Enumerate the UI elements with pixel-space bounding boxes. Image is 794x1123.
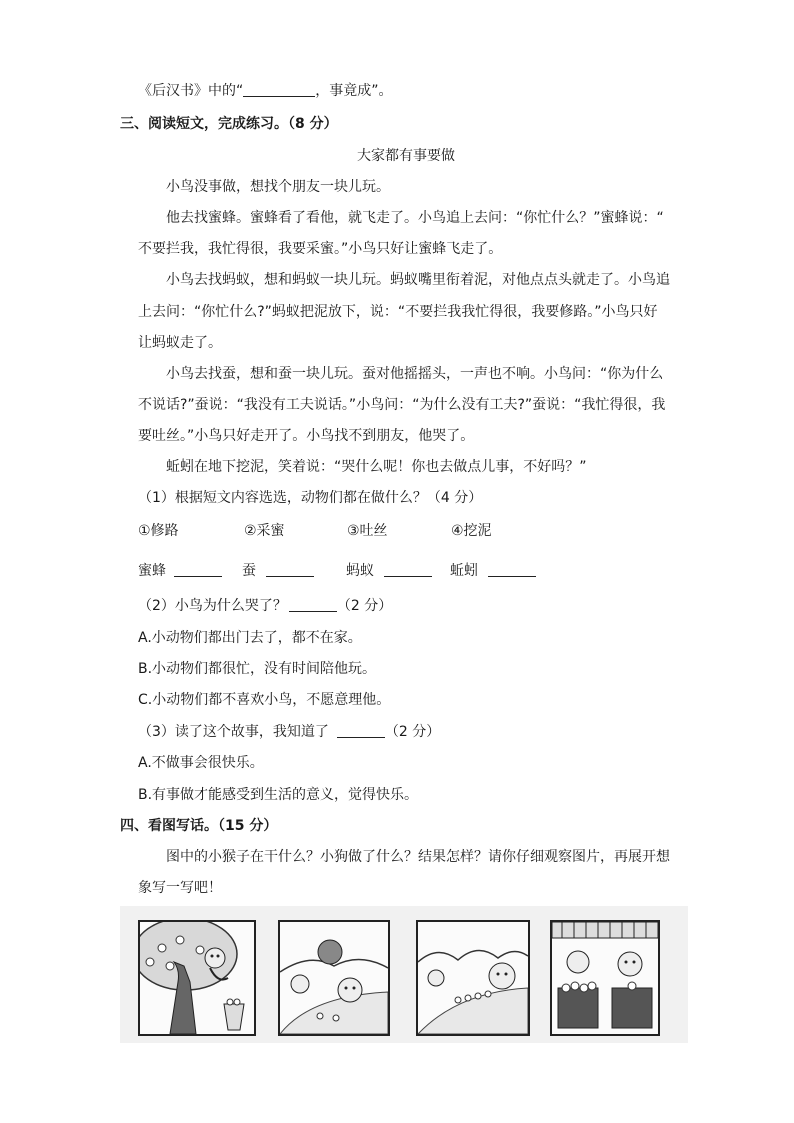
story-paragraph-2-line-2: 不要拦我，我忙得很，我要采蜜。”小鸟只好让蜜蜂飞走了。 [138,241,503,257]
q1-animal-silkworm: 蚕 [242,563,256,579]
story-paragraph-4-line-1: 小鸟去找蚕，想和蚕一块儿玩。蚕对他摇摇头，一声也不响。小鸟问：“你为什么 [166,366,664,382]
answer-blank[interactable] [243,82,315,97]
peach-stall-illustration [552,922,658,1034]
q2-choice-c: C.小动物们都不喜欢小鸟，不愿意理他。 [138,692,391,708]
q3-choice-b: B.有事做才能感受到生活的意义，觉得快乐。 [138,787,419,803]
q1-answer-earthworm-group [450,561,536,581]
q3-answer-blank[interactable] [337,723,385,738]
story-paragraph-3-line-1: 小鸟去找蚂蚁，想和蚂蚁一块儿玩。蚂蚁嘴里衔着泥，对他点点头就走了。小鸟追 [166,272,670,288]
q3-line [138,722,440,742]
section4-prompt-line-1: 图中的小猴子在干什么？小狗做了什么？结果怎样？请你仔细观察图片，再展开想 [166,849,670,865]
story-paragraph-2-line-1: 他去找蜜蜂。蜜蜂看了看他，就飞走了。小鸟追上去问：“你忙什么？”蜜蜂说：“ [166,210,664,226]
q1-animal-ant: 蚂蚁 [346,563,374,579]
q1-animal-bee: 蜜蜂 [138,563,166,579]
q1-answer-blank-earthworm[interactable] [488,562,536,577]
q1-answer-row [138,561,222,581]
q1-option-1: ①修路 [138,523,179,539]
q2-line [138,596,392,616]
story-paragraph-1: 小鸟没事做，想找个朋友一块儿玩。 [166,179,390,195]
story-paragraph-4-line-3: 要吐丝。”小鸟只好走开了。小鸟找不到朋友，他哭了。 [138,428,475,444]
story-title: 大家都有事要做 [357,148,455,164]
peaches-dropping-illustration [418,922,528,1034]
q2-answer-blank[interactable] [289,597,337,612]
q1-answer-silkworm-group [242,561,314,581]
story-paragraph-5: 蚯蚓在地下挖泥，笑着说：“哭什么呢！你也去做点儿事，不好吗？” [166,459,587,475]
q3-prompt: （3）读了这个故事，我知道了 [138,724,329,740]
q1-answer-blank-bee[interactable] [174,562,222,577]
q1-option-4: ④挖泥 [451,523,492,539]
story-paragraph-3-line-2: 上去问：“你忙什么?”蚂蚁把泥放下，说：“不要拦我我忙得很，我要修路。”小鸟只好 [138,304,658,320]
q2-choice-a: A.小动物们都出门去了，都不在家。 [138,630,362,646]
picture-strip [120,906,688,1043]
picture-panel-4 [550,920,660,1036]
q2-choice-b: B.小动物们都很忙，没有时间陪他玩。 [138,661,377,677]
q2-score: （2 分） [336,598,393,614]
picture-panel-3 [416,920,530,1036]
q3-choice-a: A.不做事会很快乐。 [138,755,264,771]
section4-prompt-line-2: 象写一写吧！ [138,880,222,896]
q1-answer-blank-ant[interactable] [384,562,432,577]
intro-text-start: 《后汉书》中的“ [138,83,244,99]
q1-option-2: ②采蜜 [244,523,285,539]
section4-heading: 四、看图写话。（15 分） [120,818,278,834]
q1-answer-ant-group [346,561,432,581]
section3-heading: 三、阅读短文，完成练习。（8 分） [120,116,338,132]
story-paragraph-3-line-3: 让蚂蚁走了。 [138,335,222,351]
q1-prompt: （1）根据短文内容选选，动物们都在做什么？（4 分） [138,490,483,506]
monkey-in-tree-illustration [140,922,254,1034]
picture-panel-1 [138,920,256,1036]
monkey-and-dog-walking-illustration [280,922,388,1034]
picture-panel-2 [278,920,390,1036]
q2-prompt: （2）小鸟为什么哭了？ [138,598,287,614]
q1-answer-blank-silkworm[interactable] [266,562,314,577]
q3-score: （2 分） [384,724,441,740]
q1-option-3: ③吐丝 [347,523,388,539]
q1-animal-earthworm: 蚯蚓 [450,563,478,579]
intro-line [138,81,393,101]
intro-text-end: ，事竟成”。 [315,83,393,99]
story-paragraph-4-line-2: 不说话?”蚕说：“我没有工夫说话。”小鸟问：“为什么没有工夫?”蚕说：“我忙得很，我 [138,397,666,413]
